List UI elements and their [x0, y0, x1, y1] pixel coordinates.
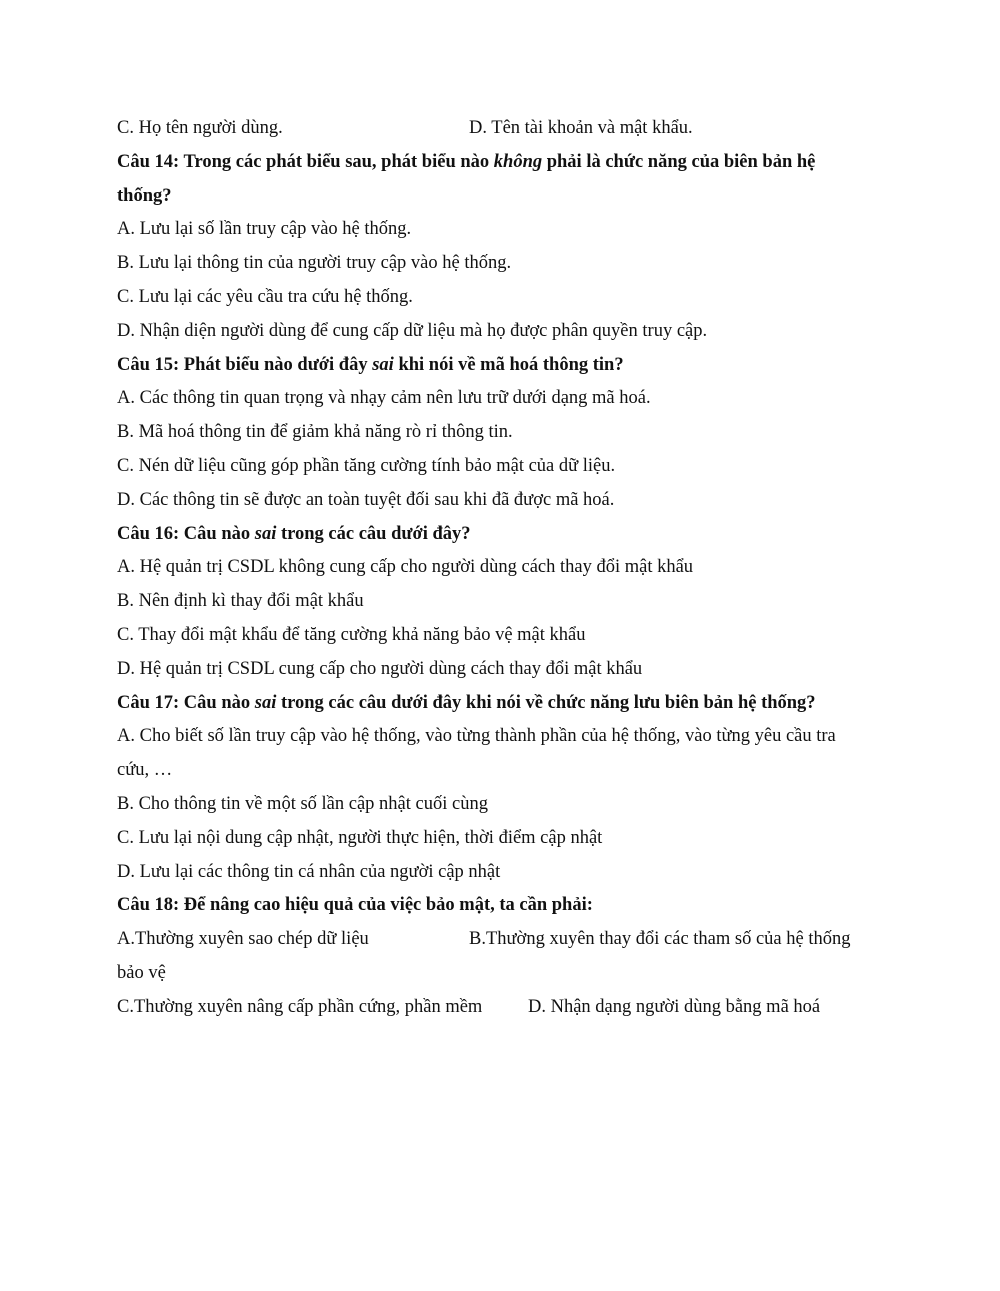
- q18-option-a[interactable]: A.Thường xuyên sao chép dữ liệu: [117, 929, 369, 950]
- q15-option-d[interactable]: D. Các thông tin sẽ được an toàn tuyệt đối sau khi đã được mã hoá.: [117, 489, 615, 510]
- q16-stem: [117, 518, 887, 552]
- q17-stem-prefix: Câu 17: Câu nào: [117, 692, 255, 713]
- q17-stem: [117, 687, 887, 721]
- q17-option-c[interactable]: C. Lưu lại nội dung cập nhật, người thực hiện, thời điểm cập nhật: [117, 827, 603, 848]
- q15-option-b[interactable]: B. Mã hoá thông tin để giảm khả năng rò rỉ thông tin.: [117, 422, 513, 443]
- q16-stem-prefix: Câu 16: Câu nào: [117, 523, 255, 544]
- q17-option-d[interactable]: D. Lưu lại các thông tin cá nhân của người cập nhật: [117, 861, 501, 882]
- q15-option-c[interactable]: C. Nén dữ liệu cũng góp phần tăng cường tính bảo mật của dữ liệu.: [117, 455, 616, 476]
- q17-option-a[interactable]: A. Cho biết số lần truy cập vào hệ thống, vào từng thành phần của hệ thống, vào từng yêu cầu tra: [117, 726, 836, 747]
- q13-options-cd: [117, 112, 887, 146]
- q14-stem-emphasis: không: [493, 151, 543, 172]
- q18-option-c[interactable]: C.Thường xuyên nâng cấp phần cứng, phần mềm: [117, 996, 483, 1017]
- q16-stem-emphasis: sai: [254, 523, 277, 544]
- q14-option-b[interactable]: B. Lưu lại thông tin của người truy cập vào hệ thống.: [117, 253, 512, 274]
- q16-option-b[interactable]: B. Nên định kì thay đổi mật khẩu: [117, 591, 364, 612]
- q13-option-d[interactable]: D. Tên tài khoản và mật khẩu.: [469, 118, 693, 138]
- q16-option-a[interactable]: A. Hệ quản trị CSDL không cung cấp cho người dùng cách thay đổi mật khẩu: [117, 557, 694, 578]
- q14-stem-line2: thống?: [117, 185, 172, 206]
- q14-stem: [117, 146, 887, 180]
- q14-option-a[interactable]: A. Lưu lại số lần truy cập vào hệ thống.: [117, 219, 412, 240]
- q14-stem-prefix: Câu 14: Trong các phát biểu sau, phát biểu nào: [117, 151, 494, 172]
- q16-option-d[interactable]: D. Hệ quản trị CSDL cung cấp cho người dùng cách thay đổi mật khẩu: [117, 658, 643, 679]
- q15-stem-suffix: khi nói về mã hoá thông tin?: [393, 354, 624, 375]
- q17-stem-suffix: trong các câu dưới đây khi nói về chức năng lưu biên bản hệ thống?: [276, 692, 816, 713]
- q14-option-c[interactable]: C. Lưu lại các yêu cầu tra cứu hệ thống.: [117, 286, 413, 307]
- q15-stem-prefix: Câu 15: Phát biểu nào dưới đây: [117, 354, 373, 375]
- q16-option-c[interactable]: C. Thay đổi mật khẩu để tăng cường khả năng bảo vệ mật khẩu: [117, 624, 586, 645]
- q18-options-ab: [117, 923, 887, 957]
- q18-stem: Câu 18: Để nâng cao hiệu quả của việc bảo mật, ta cần phải:: [117, 895, 593, 916]
- q14-option-d[interactable]: D. Nhận diện người dùng để cung cấp dữ liệu mà họ được phân quyền truy cập.: [117, 320, 708, 341]
- question-list: [117, 112, 887, 1025]
- q13-option-c[interactable]: C. Họ tên người dùng.: [117, 118, 283, 138]
- q15-stem: [117, 349, 887, 383]
- q14-stem-suffix: phải là chức năng của biên bản hệ: [542, 151, 816, 172]
- q15-stem-emphasis: sai: [372, 354, 394, 375]
- q18-option-d[interactable]: D. Nhận dạng người dùng bằng mã hoá: [528, 996, 821, 1017]
- q18-option-b-continued[interactable]: bảo vệ: [117, 962, 166, 983]
- q16-stem-suffix: trong các câu dưới đây?: [276, 523, 471, 544]
- q18-options-cd: [117, 991, 887, 1025]
- q18-option-b[interactable]: B.Thường xuyên thay đổi các tham số của hệ thống: [469, 929, 851, 950]
- q17-option-a-continued[interactable]: cứu, …: [117, 760, 173, 781]
- q17-stem-emphasis: sai: [254, 692, 277, 713]
- q15-option-a[interactable]: A. Các thông tin quan trọng và nhạy cảm nên lưu trữ dưới dạng mã hoá.: [117, 388, 651, 409]
- q17-option-b[interactable]: B. Cho thông tin về một số lần cập nhật cuối cùng: [117, 793, 488, 814]
